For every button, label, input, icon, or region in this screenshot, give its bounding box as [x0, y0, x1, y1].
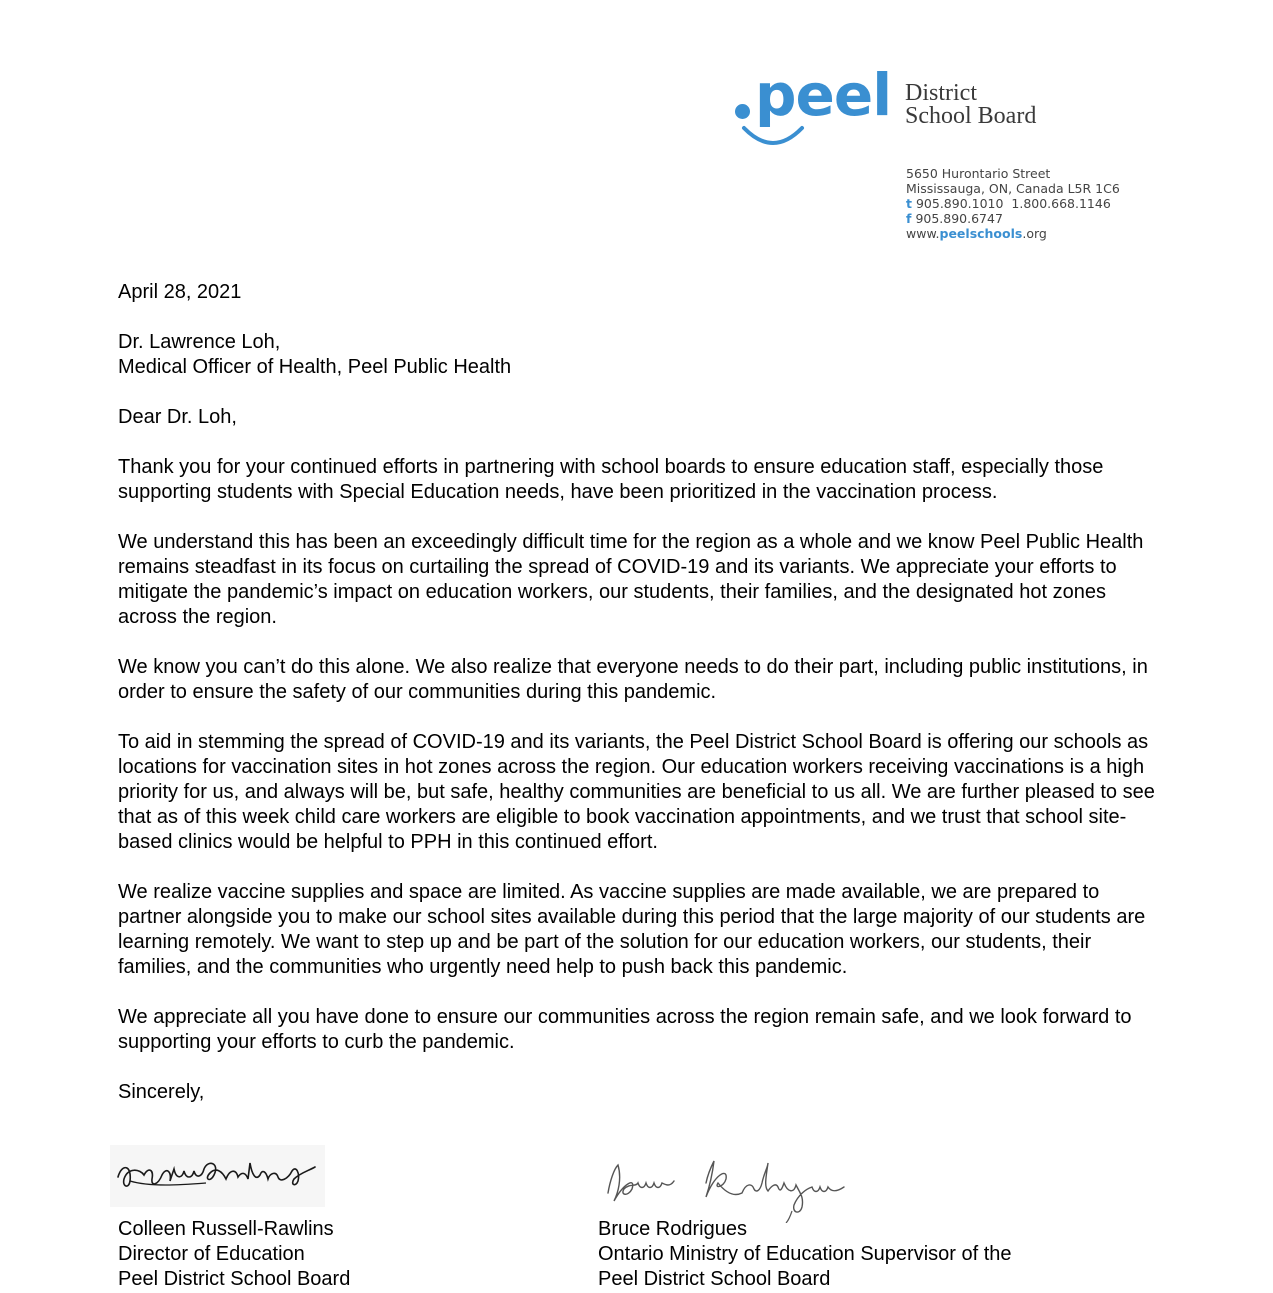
- web-prefix: www.: [906, 226, 940, 241]
- signatory-2-organization: Peel District School Board: [598, 1268, 831, 1290]
- address-website: [906, 226, 1120, 241]
- logo-dot-icon: [735, 104, 750, 119]
- paragraph-2: We understand this has been an exceedingly difficult time for the region as a whole and we know Peel Public Health remains steadfast in its focus on curtailing the spread of COVID-19 and its variants. We appreciate your efforts to mitigate the pandemic’s impact on education workers, our students, their families, and the designated hot zones across the region.: [118, 531, 1144, 628]
- signatory-1-title: Director of Education: [118, 1243, 305, 1265]
- paragraph-4: To aid in stemming the spread of COVID-19 and its variants, the Peel District School Board is offering our schools as locations for vaccination sites in hot zones across the region. Our education workers receiving vaccinations is a high priority for us, and always will be, but safe, healthy communities are beneficial to us all. We are further pleased to see that as of this week child care workers are eligible to book vaccination appointments, and we trust that school site-based clinics would be helpful to PPH in this continued effort.: [118, 731, 1155, 853]
- signatory-1-name: Colleen Russell-Rawlins: [118, 1218, 334, 1240]
- fax-value: 905.890.6747: [915, 211, 1003, 226]
- address-street: 5650 Hurontario Street: [906, 166, 1051, 181]
- signatory-1: [118, 1217, 350, 1292]
- recipient-name: Dr. Lawrence Loh,: [118, 331, 281, 353]
- logo-wordmark: peel: [755, 61, 892, 129]
- closing: Sincerely,: [118, 1081, 205, 1103]
- paragraph-5: We realize vaccine supplies and space are limited. As vaccine supplies are made available, we are prepared to partner alongside you to make our school sites available during this period that the large majority of our students are learning remotely. We want to step up and be part of the solution for our education workers, our students, their families, and the communities who urgently need help to push back this pandemic.: [118, 881, 1146, 978]
- web-domain: peelschools: [939, 226, 1023, 241]
- signatory-2: [598, 1217, 1012, 1292]
- peel-logo: [735, 61, 1065, 160]
- signature-rodrigues: [596, 1153, 856, 1223]
- address-city: Mississauga, ON, Canada L5R 1C6: [906, 181, 1120, 196]
- smile-icon: [738, 124, 808, 154]
- fax-label: f: [906, 211, 912, 226]
- signature-russell-rawlins: [110, 1145, 325, 1207]
- signatory-2-name: Bruce Rodrigues: [598, 1218, 747, 1240]
- letterhead-address: [906, 166, 1120, 241]
- org-name: [905, 82, 1036, 128]
- signature-block: [118, 1145, 1118, 1290]
- salutation: Dear Dr. Loh,: [118, 406, 237, 428]
- paragraph-1: Thank you for your continued efforts in partnering with school boards to ensure education staff, especially those supporting students with Special Education needs, have been prioritized in the vaccination process.: [118, 456, 1104, 503]
- paragraph-6: We appreciate all you have done to ensure our communities across the region remain safe, and we look forward to supporting your efforts to curb the pandemic.: [118, 1006, 1132, 1053]
- signatory-1-organization: Peel District School Board: [118, 1268, 351, 1290]
- paragraph-3: We know you can’t do this alone. We also realize that everyone needs to do their part, including public institutions, in order to ensure the safety of our communities during this pandemic.: [118, 656, 1148, 703]
- org-name-line2: School Board: [905, 103, 1037, 129]
- address-phone: [906, 196, 1120, 211]
- address-fax: [906, 211, 1120, 226]
- web-suffix: .org: [1022, 226, 1047, 241]
- letter-body: [118, 280, 1158, 1105]
- phone-label: t: [906, 196, 912, 211]
- recipient-title: Medical Officer of Health, Peel Public Health: [118, 356, 512, 378]
- org-name-line1: District: [905, 80, 977, 106]
- phone-value: 905.890.1010 1.800.668.1146: [915, 196, 1111, 211]
- letter-date: April 28, 2021: [118, 281, 242, 303]
- signatory-2-title: Ontario Ministry of Education Supervisor of the: [598, 1243, 1012, 1265]
